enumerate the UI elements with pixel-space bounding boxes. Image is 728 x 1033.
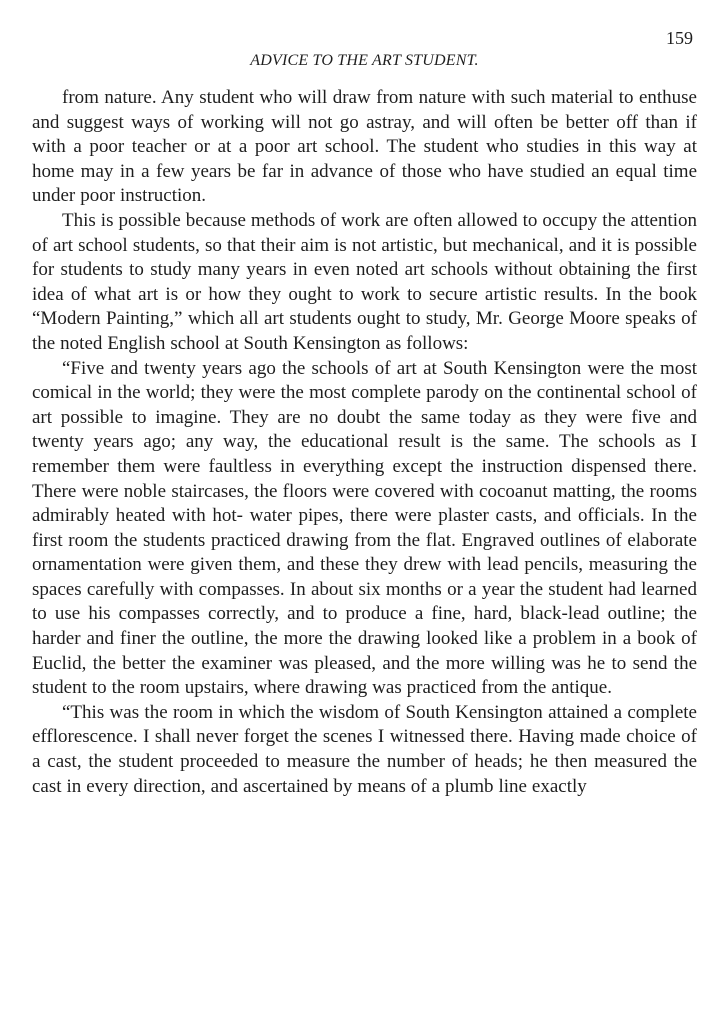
paragraph: from nature. Any student who will draw from nature with such material to enthuse and suggest ways of working will not go astray, and will often be better off than if with a poor teacher or at a poor art school. The student who studies in this way at home may in a few years be far in advance of those who have studied an equal time under poor instruction. (32, 87, 697, 207)
running-head: ADVICE TO THE ART STUDENT. (250, 52, 479, 69)
paragraph: “This was the room in which the wisdom of South Kensington attained a complete efflorescence. I shall never forget the scenes I witnessed there. Having made choice of a cast, the student proceeded to measure the number of heads; he then measured the cast in every direction, and ascertained by means of a plumb line exactly (32, 701, 697, 797)
page-number: 159 (666, 28, 693, 48)
paragraph: “Five and twenty years ago the schools of art at South Kensington were the most comical in the world; they were the most complete parody on the continental school of art possible to imagine. They are no doubt the same today as they were five and twenty years ago; any way, the educational result is the same. The schools as I remember them were faultless in everything except the instruction dispensed there. There were noble staircases, the floors were covered with cocoanut matting, the rooms admirably heated with hot- water pipes, there were plaster casts, and officials. In the first room the students practiced drawing from the flat. Engraved outlines of elaborate ornamentation were given them, and these they drew with lead pencils, measuring the spaces carefully with compasses. In about six months or a year the student had learned to use his compasses correctly, and to produce a fine, hard, black-lead outline; the harder and finer the outline, the more the drawing looked like a problem in a book of Euclid, the better the examiner was pleased, and the more willing was he to send the student to the room upstairs, where drawing was practiced from the antique. (32, 357, 697, 699)
paragraph: This is possible because methods of work are often allowed to occupy the attention of art school students, so that their aim is not artistic, but mechanical, and it is possible for students to study many years in even noted art schools without obtaining the first idea of what art is or how they ought to work to secure artistic results. In the book “Modern Painting,” which all art students ought to study, Mr. George Moore speaks of the noted English school at South Kensington as follows: (32, 209, 697, 354)
body-text (32, 86, 697, 799)
